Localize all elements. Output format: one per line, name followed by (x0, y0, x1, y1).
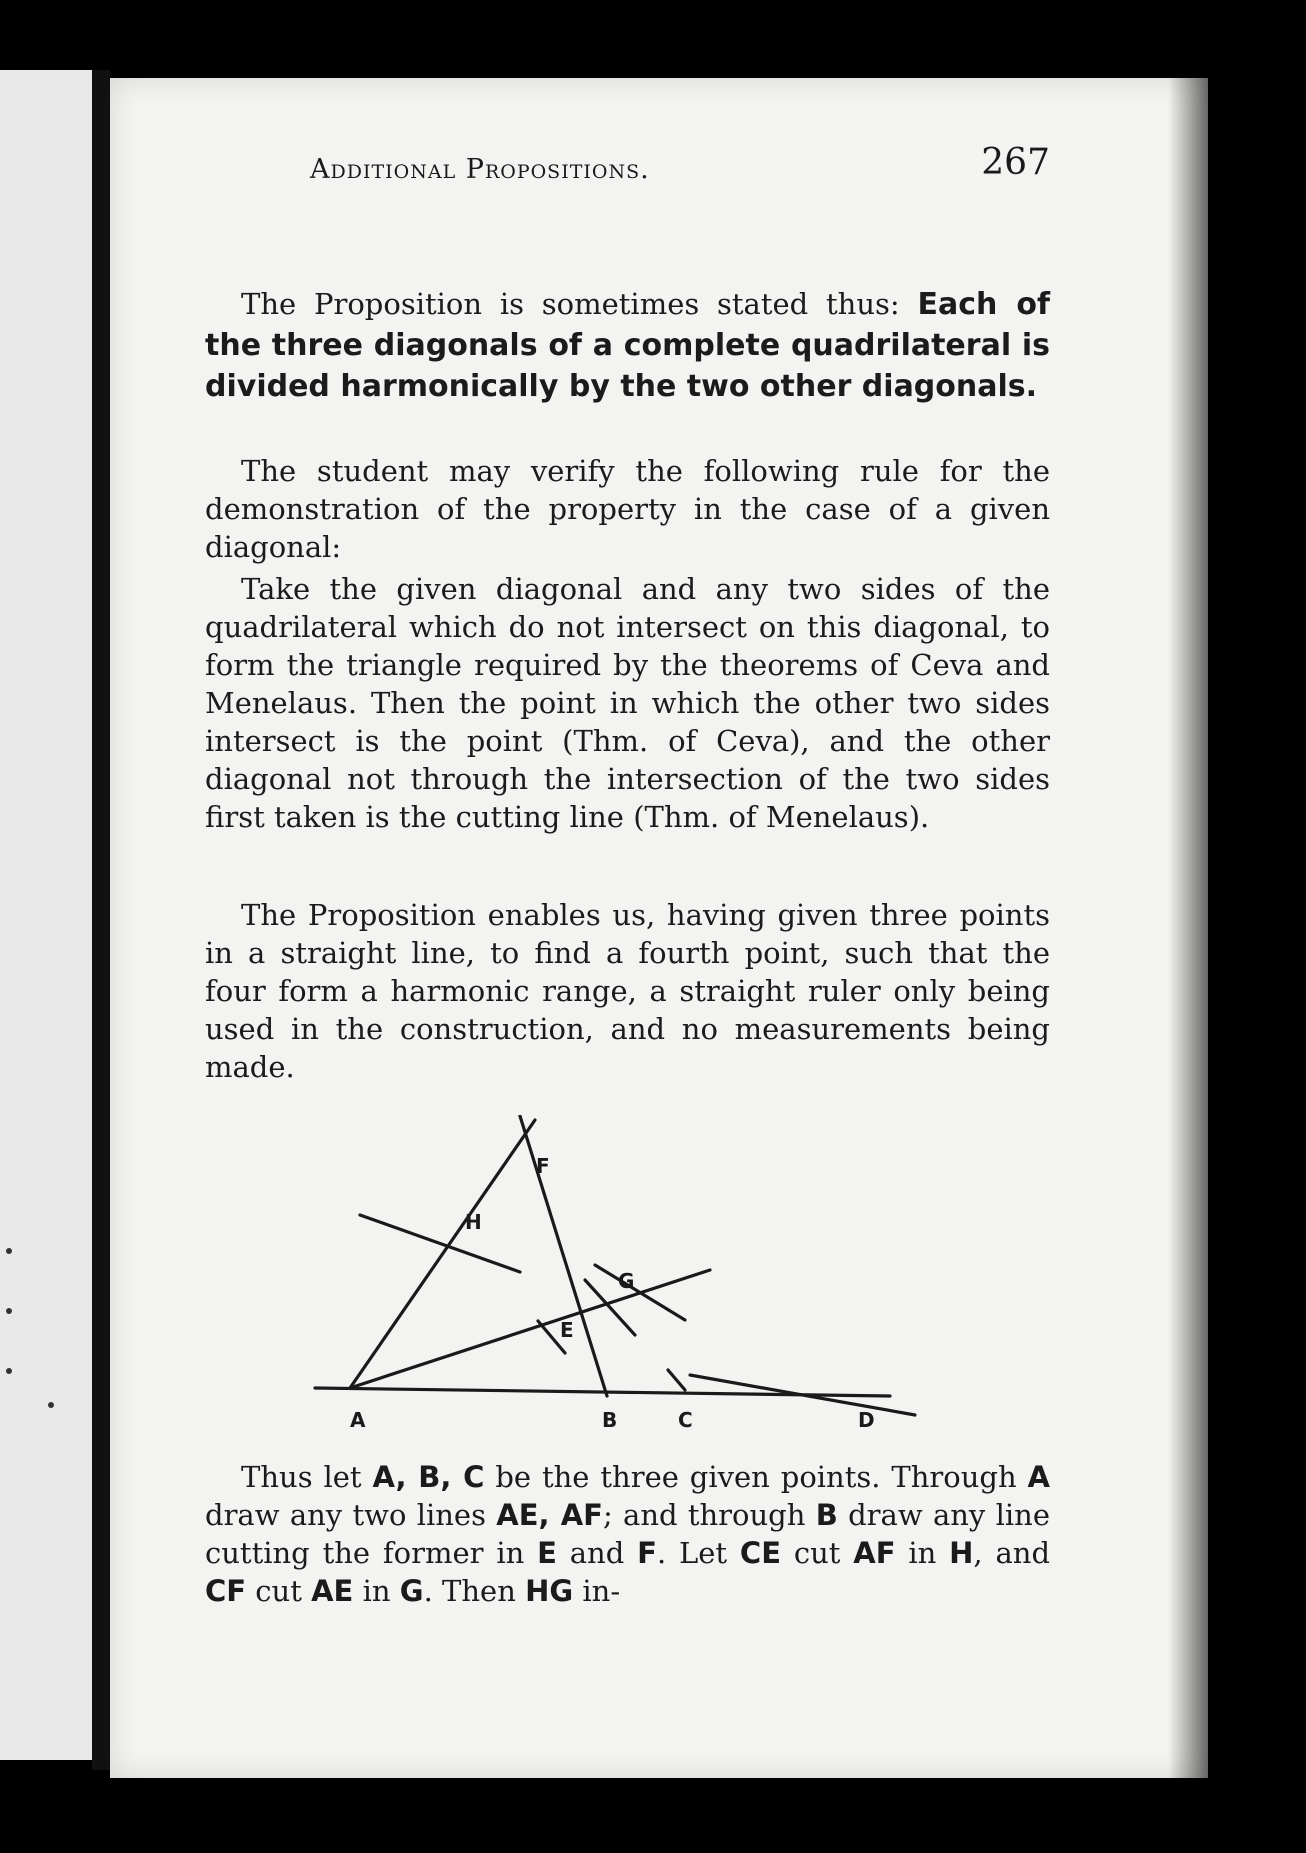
label-g: G (618, 1269, 635, 1293)
paragraph-construction (205, 1458, 1050, 1610)
paragraph-rule-intro: The student may verify the following rule for the demonstration of the property in the case of a given diagonal: (205, 454, 1050, 564)
paragraph-rule: Take the given diagonal and any two sides of the quadrilateral which do not intersect on this diagonal, to form the triangle required by the theorems of Ceva and Menelaus. Then the point in which the other two sides intersect is the point (Thm. of Ceva), and the other diagonal not through the intersection of the two sides first taken is the cutting line (Thm. of Menelaus). (205, 572, 1050, 834)
label-b: B (602, 1408, 618, 1432)
line-c-tick (668, 1370, 685, 1390)
text-run: and (556, 1536, 638, 1570)
line-g-cross (595, 1265, 685, 1320)
paragraph-statement (205, 284, 1050, 407)
text-run: in- (573, 1574, 621, 1608)
statement-intro: The Proposition is sometimes stated thus: (241, 287, 918, 321)
point-label: CF (205, 1574, 247, 1608)
point-label: G (399, 1574, 424, 1608)
label-c: C (678, 1408, 693, 1432)
text-run: in (895, 1536, 950, 1570)
text-run: . Let (656, 1536, 740, 1570)
text-run: ; and through (602, 1498, 816, 1532)
point-label: AF (853, 1536, 896, 1570)
line-h-cross (360, 1215, 520, 1272)
text-run: cut (246, 1574, 312, 1608)
label-h: H (465, 1210, 482, 1234)
label-a: A (350, 1408, 366, 1432)
point-label: AE, AF (496, 1498, 603, 1532)
point-label: H (949, 1536, 974, 1570)
paragraph-construction-intro: The Proposition enables us, having given three points in a straight line, to find a fourth point, such that the four form a harmonic range, a straight ruler only being used in the construction, and no measurements being made. (205, 898, 1050, 1084)
statement-bold: Each of the three diagonals of a complete quadrilateral is divided harmonically by the two other diagonals. (205, 287, 1050, 404)
page-header (310, 142, 1050, 202)
point-label: HG (525, 1574, 574, 1608)
label-e: E (560, 1318, 574, 1342)
margin-mark (6, 1368, 12, 1374)
point-label: AE (311, 1574, 354, 1608)
label-f: F (536, 1154, 550, 1178)
text-run: draw any line cutting the former in (205, 1498, 1050, 1570)
harmonic-range-diagram (310, 1115, 930, 1435)
text-run: in (353, 1574, 400, 1608)
page-number: 267 (981, 142, 1050, 183)
page-edge-shadow (1168, 78, 1208, 1778)
point-label: A (1027, 1460, 1050, 1494)
margin-mark (48, 1402, 54, 1408)
text-run: , and (973, 1536, 1051, 1570)
text-run: cut (781, 1536, 854, 1570)
point-label: CE (739, 1536, 781, 1570)
text-run: . Then (423, 1574, 526, 1608)
line-ae-ext (350, 1270, 710, 1388)
margin-mark (6, 1248, 12, 1254)
margin-mark (6, 1308, 12, 1314)
point-label: B (815, 1498, 838, 1532)
point-label: E (537, 1536, 557, 1570)
point-label: F (637, 1536, 657, 1570)
left-page-edge (0, 70, 92, 1760)
label-d: D (858, 1408, 875, 1432)
text-run: be the three given points. Through (484, 1460, 1028, 1494)
book-gutter (92, 70, 110, 1770)
line-bf (520, 1116, 607, 1396)
line-af (350, 1120, 535, 1388)
running-head: Additional Propositions. (310, 154, 650, 185)
text-run: Thus let (241, 1460, 373, 1494)
text-run: draw any two lines (205, 1498, 497, 1532)
point-label: A, B, C (372, 1460, 485, 1494)
